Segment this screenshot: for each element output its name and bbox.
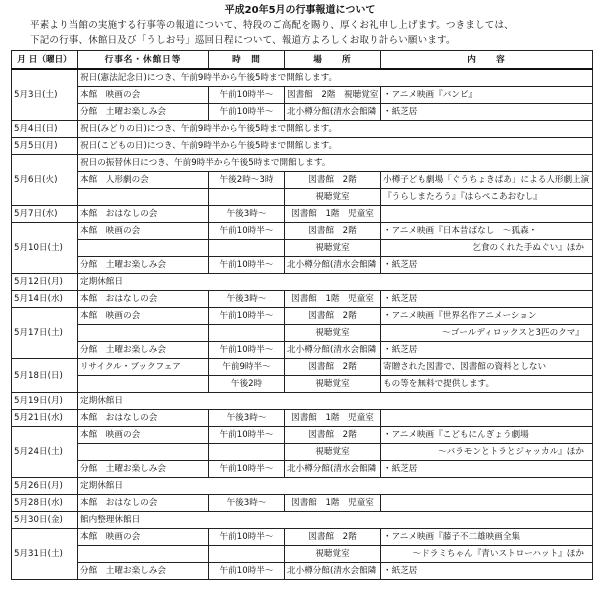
notice-cell: 定期休館日 xyxy=(78,274,593,291)
table-row xyxy=(12,393,593,410)
place-cell: 視聴覚室 xyxy=(285,546,381,563)
event-cell: 本館 映画の会 xyxy=(78,308,209,325)
content-cell: ・アニメ映画『藤子不二雄映画全集 xyxy=(381,529,593,546)
table-row xyxy=(12,325,593,342)
table-row xyxy=(12,308,593,325)
place-cell: 北小樽分館(清水会館隣 xyxy=(285,257,381,274)
time-cell: 午前10時半～ xyxy=(209,427,285,444)
date-cell: 5月31日(土) xyxy=(12,529,78,580)
event-cell: 本館 人形劇の会 xyxy=(78,172,209,189)
place-cell: 視聴覚室 xyxy=(285,189,381,206)
content-cell: ・アニメ映画『世界名作アニメーション xyxy=(381,308,593,325)
time-cell xyxy=(209,189,285,206)
place-cell: 図書館 2階 xyxy=(285,529,381,546)
date-cell: 5月6日(火) xyxy=(12,155,78,206)
intro-line-1: 平素より当館の実施する行事等の報道について、特段のご高配を賜り、厚くお礼申し上げます。つきましては、 xyxy=(30,20,514,31)
time-cell: 午前9時半～ xyxy=(209,359,285,376)
date-cell: 5月17日(土) xyxy=(12,308,78,359)
event-cell xyxy=(78,189,209,206)
date-cell: 5月28日(水) xyxy=(12,495,78,512)
time-cell: 午前10時半～ xyxy=(209,461,285,478)
table-row xyxy=(12,512,593,529)
event-cell: 本館 おはなしの会 xyxy=(78,206,209,223)
event-cell: 分館 土曜お楽しみ会 xyxy=(78,104,209,121)
event-cell xyxy=(78,325,209,342)
event-cell: 分館 土曜お楽しみ会 xyxy=(78,342,209,359)
content-cell xyxy=(381,410,593,427)
content-text: ～ドラミちゃん『青いストローハット』ほか xyxy=(412,549,584,559)
table-row xyxy=(12,461,593,478)
time-cell: 午後3時～ xyxy=(209,495,285,512)
content-cell: ・紙芝居 xyxy=(381,461,593,478)
time-cell: 午前10時半～ xyxy=(209,529,285,546)
time-cell xyxy=(209,240,285,257)
table-row xyxy=(12,529,593,546)
table-row xyxy=(12,87,593,104)
event-cell xyxy=(78,376,209,393)
time-cell: 午後3時～ xyxy=(209,410,285,427)
place-cell: 視聴覚室 xyxy=(285,376,381,393)
event-cell: 分館 土曜お楽しみ会 xyxy=(78,461,209,478)
time-cell: 午前10時半～ xyxy=(209,87,285,104)
table-row xyxy=(12,359,593,376)
table-row xyxy=(12,121,593,138)
content-cell: ・紙芝居 xyxy=(381,291,593,308)
notice-cell: 定期休館日 xyxy=(78,393,593,410)
content-cell: ・アニメ映画『日本昔ばなし ～狐森・ xyxy=(381,223,593,240)
table-row xyxy=(12,155,593,172)
time-cell: 午前10時半～ xyxy=(209,257,285,274)
place-cell: 視聴覚室 xyxy=(285,240,381,257)
date-cell: 5月24日(土) xyxy=(12,427,78,478)
table-row xyxy=(12,223,593,240)
time-cell xyxy=(209,444,285,461)
place-cell: 北小樽分館(清水会館隣 xyxy=(285,104,381,121)
date-cell: 5月26日(月) xyxy=(12,478,78,495)
place-cell: 図書館 2階 視聴覚室 xyxy=(285,87,381,104)
time-cell: 午後2時～3時 xyxy=(209,172,285,189)
table-row xyxy=(12,563,593,580)
notice-cell: 祝日(みどりの日)につき、午前9時半から午後5時まで開館します。 xyxy=(78,121,593,138)
schedule-table xyxy=(11,50,593,580)
time-cell: 午前10時半～ xyxy=(209,563,285,580)
date-cell: 5月7日(水) xyxy=(12,206,78,223)
content-cell xyxy=(381,444,593,461)
date-cell: 5月18日(日) xyxy=(12,359,78,393)
place-cell: 視聴覚室 xyxy=(285,444,381,461)
place-cell: 図書館 1階 児童室 xyxy=(285,495,381,512)
content-cell: ・紙芝居 xyxy=(381,104,593,121)
content-cell: 小樽子ども劇場「ぐうちょきぱあ」による人形劇上演 xyxy=(381,172,593,189)
place-cell: 北小樽分館(清水会館隣 xyxy=(285,342,381,359)
table-row xyxy=(12,138,593,155)
content-cell xyxy=(381,240,593,257)
intro-line-2: 下記の行事、休館日及び「うしお号」巡回日程について、報道方よろしくお取り計らい願います。 xyxy=(30,35,456,46)
table-row xyxy=(12,274,593,291)
event-cell: 本館 おはなしの会 xyxy=(78,410,209,427)
header-time: 時 間 xyxy=(209,51,285,70)
event-cell: 分館 土曜お楽しみ会 xyxy=(78,563,209,580)
content-cell: ・紙芝居 xyxy=(381,563,593,580)
event-cell: 分館 土曜お楽しみ会 xyxy=(78,257,209,274)
content-cell: 寄贈された図書で、図書館の資料としない xyxy=(381,359,593,376)
table-row xyxy=(12,189,593,206)
event-cell xyxy=(78,444,209,461)
place-cell: 図書館 2階 xyxy=(285,359,381,376)
header-content: 内 容 xyxy=(381,51,593,70)
time-cell: 午後2時 xyxy=(209,376,285,393)
date-cell: 5月19日(月) xyxy=(12,393,78,410)
notice-cell: 館内整理休館日 xyxy=(78,512,593,529)
place-cell: 北小樽分館(清水会館隣 xyxy=(285,563,381,580)
table-row xyxy=(12,478,593,495)
content-cell: 『うらしまたろう』『はらぺこあおむし』 xyxy=(381,189,593,206)
table-row xyxy=(12,291,593,308)
place-cell: 視聴覚室 xyxy=(285,325,381,342)
event-cell: 本館 映画の会 xyxy=(78,427,209,444)
notice-cell: 定期休館日 xyxy=(78,478,593,495)
event-cell xyxy=(78,240,209,257)
content-cell: ・紙芝居 xyxy=(381,342,593,359)
content-cell: ・紙芝居 xyxy=(381,257,593,274)
date-cell: 5月21日(水) xyxy=(12,410,78,427)
time-cell: 午後3時～ xyxy=(209,206,285,223)
table-row xyxy=(12,495,593,512)
content-cell xyxy=(381,325,593,342)
time-cell xyxy=(209,325,285,342)
place-cell: 図書館 2階 xyxy=(285,172,381,189)
date-cell: 5月3日(土) xyxy=(12,69,78,121)
time-cell: 午前10時半～ xyxy=(209,342,285,359)
event-cell: 本館 映画の会 xyxy=(78,529,209,546)
notice-cell: 祝日の振替休日につき、午前9時半から午後5時まで開館します。 xyxy=(78,155,593,172)
date-cell: 5月30日(金) xyxy=(12,512,78,529)
table-row xyxy=(12,206,593,223)
notice-cell: 祝日(憲法記念日)につき、午前9時半から午後5時まで開館します。 xyxy=(78,69,593,87)
document-title: 平成20年5月の行事報道について xyxy=(224,5,376,16)
time-cell: 午後3時～ xyxy=(209,291,285,308)
content-text: ～バラモンとトラとジャッカル』ほか xyxy=(438,447,584,457)
event-cell xyxy=(78,546,209,563)
content-text: ～ゴールディロックスと3匹のクマ』 xyxy=(442,328,584,338)
header-date: 月 日（曜日） xyxy=(12,51,78,70)
date-cell: 5月10日(土) xyxy=(12,223,78,274)
table-row xyxy=(12,444,593,461)
time-cell: 午前10時半～ xyxy=(209,223,285,240)
event-cell: リサイクル・ブックフェア xyxy=(78,359,209,376)
time-cell: 午前10時半～ xyxy=(209,308,285,325)
content-cell xyxy=(381,546,593,563)
table-row xyxy=(12,240,593,257)
content-cell xyxy=(381,206,593,223)
table-header-row xyxy=(12,51,593,70)
table-row xyxy=(12,104,593,121)
table-row xyxy=(12,69,593,87)
table-row xyxy=(12,410,593,427)
table-row xyxy=(12,342,593,359)
place-cell: 図書館 1階 児童室 xyxy=(285,410,381,427)
header-place: 場 所 xyxy=(285,51,381,70)
table-row xyxy=(12,172,593,189)
time-cell xyxy=(209,546,285,563)
place-cell: 図書館 1階 児童室 xyxy=(285,206,381,223)
notice-cell: 祝日(こどもの日)につき、午前9時半から午後5時まで開館します。 xyxy=(78,138,593,155)
place-cell: 図書館 2階 xyxy=(285,308,381,325)
header-event: 行事名・休館日等 xyxy=(78,51,209,70)
content-cell xyxy=(381,495,593,512)
event-cell: 本館 映画の会 xyxy=(78,223,209,240)
date-cell: 5月14日(水) xyxy=(12,291,78,308)
date-cell: 5月4日(日) xyxy=(12,121,78,138)
date-cell: 5月12日(月) xyxy=(12,274,78,291)
time-cell: 午前10時半～ xyxy=(209,104,285,121)
place-cell: 図書館 2階 xyxy=(285,427,381,444)
table-row xyxy=(12,257,593,274)
place-cell: 北小樽分館(清水会館隣 xyxy=(285,461,381,478)
event-cell: 本館 おはなしの会 xyxy=(78,495,209,512)
event-cell: 本館 映画の会 xyxy=(78,87,209,104)
table-row xyxy=(12,427,593,444)
place-cell: 図書館 2階 xyxy=(285,223,381,240)
content-cell: もの等を無料で提供します。 xyxy=(381,376,593,393)
table-row xyxy=(12,376,593,393)
content-cell: ・アニメ映画『バンビ』 xyxy=(381,87,593,104)
place-cell: 図書館 1階 児童室 xyxy=(285,291,381,308)
table-row xyxy=(12,546,593,563)
event-cell: 本館 おはなしの会 xyxy=(78,291,209,308)
content-cell: ・アニメ映画『こどもにんぎょう劇場 xyxy=(381,427,593,444)
content-text: 乞食のくれた手ぬぐい』ほか xyxy=(472,243,584,253)
date-cell: 5月5日(月) xyxy=(12,138,78,155)
